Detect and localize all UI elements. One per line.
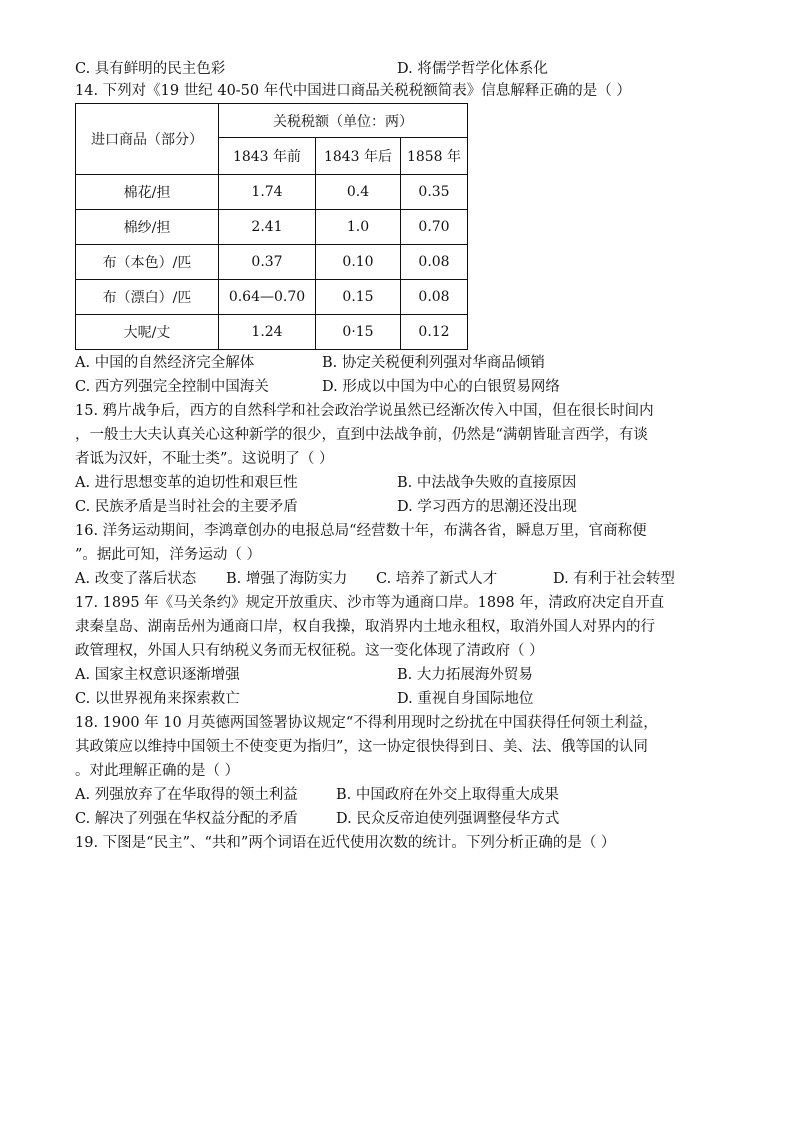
table-cell-item: 棉纱/担 xyxy=(76,210,219,245)
table-cell: 0.15 xyxy=(316,280,401,315)
table-cell: 0.64—0.70 xyxy=(219,280,316,315)
table-cell: 1.74 xyxy=(219,175,316,210)
table-cell: 1.0 xyxy=(316,210,401,245)
table-col-header: 1858 年 xyxy=(401,138,468,175)
table-cell: 0.37 xyxy=(219,245,316,280)
q16-stem-line: ”。据此可知，洋务运动（ ） xyxy=(75,547,262,563)
q13-option-d: D. 将儒学哲学化体系化 xyxy=(397,61,548,77)
q18-stem-line: 。对此理解正确的是（ ） xyxy=(75,763,240,779)
q14-option-c: C. 西方列强完全控制中国海关 xyxy=(75,379,269,395)
q18-option-c: C. 解决了列强在华权益分配的矛盾 xyxy=(75,811,298,827)
q18-stem-line: 18. 1900 年 10 月英德两国签署协议规定“不得利用现时之纷扰在中国获得任何领土利益， xyxy=(75,715,658,731)
table-cell-item: 棉花/担 xyxy=(76,175,219,210)
table-cell: 0.12 xyxy=(401,315,468,350)
q14-option-b: B. 协定关税便利列强对华商品倾销 xyxy=(322,355,545,371)
table-cell: 0.70 xyxy=(401,210,468,245)
q18-option-b: B. 中国政府在外交上取得重大成果 xyxy=(336,787,559,803)
table-row xyxy=(76,315,468,350)
q14-stem: 14. 下列对《19 世纪 40-50 年代中国进口商品关税税额简表》信息解释正确的是（ ） xyxy=(75,83,631,99)
q19-stem: 19. 下图是“民主”、“共和”两个词语在近代使用次数的统计。下列分析正确的是（ ） xyxy=(75,835,616,851)
table-cell: 0.08 xyxy=(401,245,468,280)
tariff-table xyxy=(75,103,468,350)
table-col-header: 1843 年后 xyxy=(316,138,401,175)
q17-option-d: D. 重视自身国际地位 xyxy=(397,691,534,707)
q18-stem-line: 其政策应以维持中国领土不使变更为指归”，这一协定很快得到日、美、法、俄等国的认同 xyxy=(75,739,648,755)
q17-option-a: A. 国家主权意识逐渐增强 xyxy=(75,667,240,683)
q13-option-c: C. 具有鲜明的民主色彩 xyxy=(75,61,226,77)
q18-option-a: A. 列强放弃了在华取得的领土利益 xyxy=(75,787,298,803)
q16-option-a: A. 改变了落后状态 xyxy=(75,571,197,587)
table-row xyxy=(76,245,468,280)
q16-option-d: D. 有利于社会转型 xyxy=(553,571,675,587)
q14-option-a: A. 中国的自然经济完全解体 xyxy=(75,355,255,371)
table-cell-item: 布（本色）/匹 xyxy=(76,245,219,280)
q17-option-b: B. 大力拓展海外贸易 xyxy=(397,667,533,683)
table-cell: 0.4 xyxy=(316,175,401,210)
table-row xyxy=(76,280,468,315)
table-cell-item: 大呢/丈 xyxy=(76,315,219,350)
table-cell: 0.35 xyxy=(401,175,468,210)
table-cell: 0.08 xyxy=(401,280,468,315)
table-cell-item: 布（漂白）/匹 xyxy=(76,280,219,315)
q17-stem-line: 隶秦皇岛、湖南岳州为通商口岸，权自我操，取消界内土地永租权，取消外国人对界内的行 xyxy=(75,619,655,635)
q15-option-a: A. 进行思想变革的迫切性和艰巨性 xyxy=(75,475,298,491)
q15-option-c: C. 民族矛盾是当时社会的主要矛盾 xyxy=(75,499,298,515)
table-row xyxy=(76,210,468,245)
table-row xyxy=(76,175,468,210)
q14-option-d: D. 形成以中国为中心的白银贸易网络 xyxy=(322,379,560,395)
q15-stem-line: 者诋为汉奸，不耻士类”。这说明了（ ） xyxy=(75,451,334,467)
table-group-header: 关税税额（单位：两） xyxy=(219,104,468,138)
table-cell: 0·15 xyxy=(316,315,401,350)
q17-stem-line: 17. 1895 年《马关条约》规定开放重庆、沙市等为通商口岸。1898 年，清政府决定自开直 xyxy=(75,595,665,611)
table-row-header: 进口商品（部分） xyxy=(76,104,219,175)
table-col-header: 1843 年前 xyxy=(219,138,316,175)
q15-stem-line: ，一般士大夫认真关心这种新学的很少，直到中法战争前，仍然是“满朝皆耻言西学，有谈 xyxy=(75,427,648,443)
q15-option-b: B. 中法战争失败的直接原因 xyxy=(397,475,577,491)
table-cell: 0.10 xyxy=(316,245,401,280)
q17-option-c: C. 以世界视角来探索救亡 xyxy=(75,691,240,707)
table-cell: 2.41 xyxy=(219,210,316,245)
table-cell: 1.24 xyxy=(219,315,316,350)
q15-option-d: D. 学习西方的思潮还没出现 xyxy=(397,499,577,515)
q16-option-c: C. 培养了新式人才 xyxy=(376,571,498,587)
q17-stem-line: 政管理权，外国人只有纳税义务而无权征税。这一变化体现了清政府（ ） xyxy=(75,643,544,659)
q18-option-d: D. 民众反帝迫使列强调整侵华方式 xyxy=(336,811,560,827)
q16-option-b: B. 增强了海防实力 xyxy=(226,571,348,587)
q15-stem-line: 15. 鸦片战争后，西方的自然科学和社会政治学说虽然已经渐次传入中国，但在很长时间内 xyxy=(75,403,654,419)
q16-stem-line: 16. 洋务运动期间，李鸿章创办的电报总局“经营数十年，布满各省，瞬息万里，官商称便 xyxy=(75,523,647,539)
